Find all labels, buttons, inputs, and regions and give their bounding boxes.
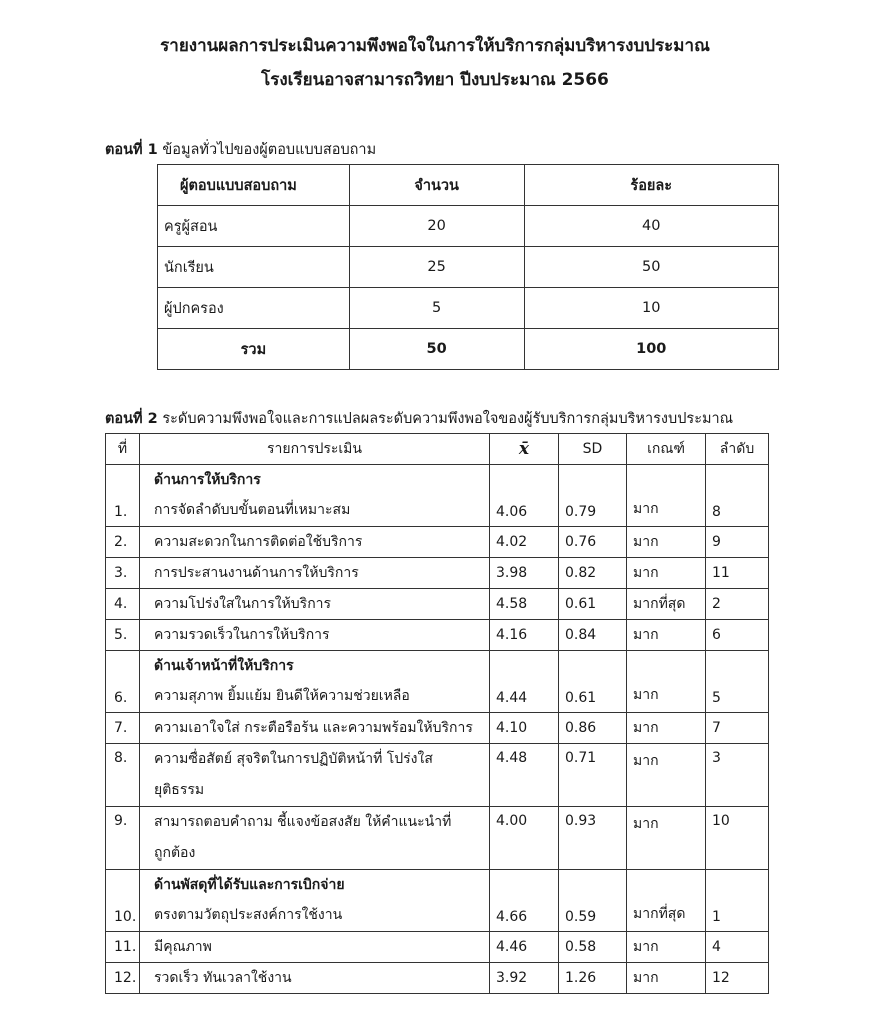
item-rank: 9 <box>706 527 769 558</box>
item-criteria: มาก <box>627 620 706 651</box>
respondent-label: นักเรียน <box>158 247 350 288</box>
item-text-continued: ยุติธรรม <box>154 782 205 798</box>
item-number: 3. <box>106 558 140 589</box>
table-header-row <box>106 434 769 465</box>
item-sd: 1.26 <box>559 963 627 994</box>
item-mean: 4.06 <box>490 465 559 527</box>
table-row <box>158 206 779 247</box>
table-row <box>158 247 779 288</box>
table-row <box>106 963 769 994</box>
item-text: การจัดลำดับบขั้นตอนที่เหมาะสม <box>154 502 351 518</box>
item-sd: 0.59 <box>559 870 627 932</box>
header-rank: ลำดับ <box>706 434 769 465</box>
item-rank: 6 <box>706 620 769 651</box>
table-row <box>106 465 769 527</box>
item-cell <box>140 744 490 807</box>
item-criteria: มาก <box>627 963 706 994</box>
part2-heading <box>105 407 733 430</box>
item-criteria: มาก <box>627 465 706 527</box>
item-rank: 7 <box>706 713 769 744</box>
part1-heading-text: ข้อมูลทั่วไปของผู้ตอบแบบสอบถาม <box>157 142 377 158</box>
item-mean: 4.10 <box>490 713 559 744</box>
item-sd: 0.71 <box>559 744 627 807</box>
table-row <box>106 870 769 932</box>
header-respondent: ผู้ตอบแบบสอบถาม <box>158 165 350 206</box>
item-criteria: มาก <box>627 713 706 744</box>
item-number: 9. <box>106 807 140 870</box>
item-rank: 8 <box>706 465 769 527</box>
header-item: รายการประเมิน <box>140 434 490 465</box>
table-row <box>106 527 769 558</box>
header-percent: ร้อยละ <box>524 165 779 206</box>
item-text: ความเอาใจใส่ กระตือรือร้น และความพร้อมให้บริการ <box>140 713 490 744</box>
item-cell <box>140 807 490 870</box>
item-text: ความโปร่งใสในการให้บริการ <box>140 589 490 620</box>
item-mean: 3.98 <box>490 558 559 589</box>
respondent-table <box>157 164 779 370</box>
item-criteria: มาก <box>627 932 706 963</box>
item-cell <box>140 651 490 713</box>
item-criteria: มาก <box>627 527 706 558</box>
item-rank: 1 <box>706 870 769 932</box>
category-heading: ด้านการให้บริการ <box>154 472 261 488</box>
item-number: 1. <box>106 465 140 527</box>
total-percent: 100 <box>524 329 779 370</box>
item-sd: 0.79 <box>559 465 627 527</box>
report-title-line2: โรงเรียนอาจสามารถวิทยา ปีงบประมาณ 2566 <box>261 70 609 90</box>
item-cell <box>140 870 490 932</box>
item-sd: 0.61 <box>559 589 627 620</box>
table-row <box>106 807 769 870</box>
table-row <box>106 651 769 713</box>
item-rank: 2 <box>706 589 769 620</box>
item-rank: 12 <box>706 963 769 994</box>
item-mean: 4.46 <box>490 932 559 963</box>
item-number: 8. <box>106 744 140 807</box>
respondent-percent: 40 <box>524 206 779 247</box>
item-mean: 4.02 <box>490 527 559 558</box>
item-mean: 4.00 <box>490 807 559 870</box>
header-no: ที่ <box>106 434 140 465</box>
header-criteria: เกณฑ์ <box>627 434 706 465</box>
part2-heading-number: ตอนที่ 2 <box>105 411 158 427</box>
part1-heading <box>105 138 376 161</box>
item-rank: 3 <box>706 744 769 807</box>
item-cell <box>140 465 490 527</box>
item-sd: 0.76 <box>559 527 627 558</box>
table-row <box>106 744 769 807</box>
item-number: 12. <box>106 963 140 994</box>
respondent-label: ผู้ปกครอง <box>158 288 350 329</box>
table-row <box>106 558 769 589</box>
item-mean: 4.48 <box>490 744 559 807</box>
item-number: 6. <box>106 651 140 713</box>
item-rank: 4 <box>706 932 769 963</box>
item-criteria: มาก <box>627 651 706 713</box>
total-row <box>158 329 779 370</box>
item-text: รวดเร็ว ทันเวลาใช้งาน <box>140 963 490 994</box>
header-sd: SD <box>559 434 627 465</box>
item-mean: 4.16 <box>490 620 559 651</box>
item-sd: 0.61 <box>559 651 627 713</box>
item-rank: 5 <box>706 651 769 713</box>
item-text: ความสะดวกในการติดต่อใช้บริการ <box>140 527 490 558</box>
respondent-label: ครูผู้สอน <box>158 206 350 247</box>
item-criteria: มากที่สุด <box>627 589 706 620</box>
total-count: 50 <box>349 329 524 370</box>
item-sd: 0.86 <box>559 713 627 744</box>
item-number: 7. <box>106 713 140 744</box>
item-text: สามารถตอบคำถาม ชี้แจงข้อสงสัย ให้คำแนะนำที่ <box>154 814 452 830</box>
item-criteria: มาก <box>627 807 706 870</box>
item-number: 11. <box>106 932 140 963</box>
report-title-line1: รายงานผลการประเมินความพึงพอใจในการให้บริการกลุ่มบริหารงบประมาณ <box>160 36 710 56</box>
item-rank: 11 <box>706 558 769 589</box>
item-criteria: มาก <box>627 558 706 589</box>
item-mean: 4.58 <box>490 589 559 620</box>
item-number: 2. <box>106 527 140 558</box>
item-sd: 0.93 <box>559 807 627 870</box>
item-sd: 0.58 <box>559 932 627 963</box>
part2-heading-text: ระดับความพึงพอใจและการแปลผลระดับความพึงพอใจของผู้รับบริการกลุ่มบริหารงบประมาณ <box>157 411 734 427</box>
respondent-count: 5 <box>349 288 524 329</box>
table-row <box>106 713 769 744</box>
header-mean: x̄ <box>490 434 559 465</box>
item-text: ความซื่อสัตย์ สุจริตในการปฏิบัติหน้าที่ โปร่งใส <box>154 751 433 767</box>
category-heading: ด้านเจ้าหน้าที่ให้บริการ <box>154 658 294 674</box>
respondent-percent: 10 <box>524 288 779 329</box>
respondent-count: 25 <box>349 247 524 288</box>
item-number: 4. <box>106 589 140 620</box>
item-mean: 4.44 <box>490 651 559 713</box>
item-text: ความสุภาพ ยิ้มแย้ม ยินดีให้ความช่วยเหลือ <box>154 688 410 704</box>
item-number: 5. <box>106 620 140 651</box>
item-criteria: มาก <box>627 744 706 807</box>
respondent-percent: 50 <box>524 247 779 288</box>
satisfaction-table <box>105 433 769 994</box>
item-mean: 3.92 <box>490 963 559 994</box>
item-text: ตรงตามวัตถุประสงค์การใช้งาน <box>154 907 343 923</box>
respondent-count: 20 <box>349 206 524 247</box>
category-heading: ด้านพัสดุที่ได้รับและการเบิกจ่าย <box>154 877 345 893</box>
part1-heading-number: ตอนที่ 1 <box>105 142 158 158</box>
item-number: 10. <box>106 870 140 932</box>
item-text-continued: ถูกต้อง <box>154 845 196 861</box>
table-row <box>106 620 769 651</box>
table-header-row <box>158 165 779 206</box>
header-count: จำนวน <box>349 165 524 206</box>
item-text: ความรวดเร็วในการให้บริการ <box>140 620 490 651</box>
total-label: รวม <box>158 329 350 370</box>
item-text: มีคุณภาพ <box>140 932 490 963</box>
item-text: การประสานงานด้านการให้บริการ <box>140 558 490 589</box>
item-sd: 0.82 <box>559 558 627 589</box>
item-sd: 0.84 <box>559 620 627 651</box>
table-row <box>158 288 779 329</box>
item-criteria: มากที่สุด <box>627 870 706 932</box>
item-rank: 10 <box>706 807 769 870</box>
table-row <box>106 932 769 963</box>
item-mean: 4.66 <box>490 870 559 932</box>
table-row <box>106 589 769 620</box>
